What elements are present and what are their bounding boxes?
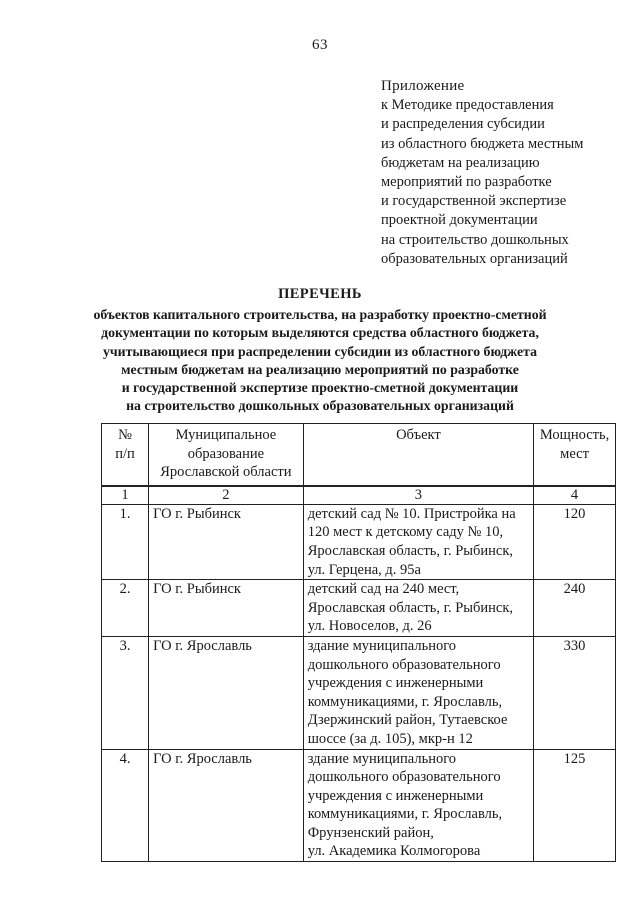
- document-title: ПЕРЕЧЕНЬ: [278, 286, 362, 302]
- row-object: [303, 580, 533, 637]
- appendix-line: бюджетам на реализацию: [381, 154, 540, 171]
- row-capacity: 240: [534, 580, 616, 637]
- header-capacity-line: мест: [560, 445, 589, 462]
- subtitle-line: учитывающиеся при распределении субсидии из областного бюджета: [103, 343, 537, 359]
- row-municipality: ГО г. Ярославль: [149, 749, 304, 862]
- row-municipality: ГО г. Рыбинск: [149, 504, 304, 579]
- header-municipality-line: Муниципальное: [175, 427, 277, 443]
- object-line: здание муниципального: [307, 637, 457, 654]
- object-line: 120 мест к детскому саду № 10,: [307, 524, 504, 541]
- appendix-line: из областного бюджета местным: [381, 135, 584, 152]
- subtitle-line: на строительство дошкольных образовательных организаций: [126, 398, 514, 414]
- object-line: детский сад № 10. Пристройка на: [307, 505, 516, 522]
- objects-table: [101, 423, 616, 862]
- object-line: детский сад на 240 мест,: [307, 581, 460, 598]
- table-row: [102, 636, 616, 749]
- table-row: [102, 580, 616, 637]
- subtitle-line: и государственной экспертизе проектно-сметной документации: [121, 380, 519, 396]
- appendix-title: Приложение: [381, 78, 465, 94]
- appendix-line: на строительство дошкольных: [381, 231, 569, 248]
- appendix-line: мероприятий по разработке: [381, 174, 552, 191]
- subtitle-line: документации по которым выделяются средства областного бюджета,: [101, 325, 539, 341]
- header-object: [303, 424, 533, 486]
- header-municipality-line: образование: [187, 445, 265, 462]
- row-number: 1.: [102, 504, 149, 579]
- row-object: [303, 636, 533, 749]
- row-number: 4.: [102, 749, 149, 862]
- appendix-line: и распределения субсидии: [381, 116, 545, 133]
- document-subtitle: [80, 306, 560, 416]
- table-row: [102, 504, 616, 579]
- header-municipality: [149, 424, 304, 486]
- table-row: [102, 749, 616, 862]
- column-index: 4: [534, 486, 616, 505]
- row-municipality: ГО г. Ярославль: [149, 636, 304, 749]
- row-number: 3.: [102, 636, 149, 749]
- row-municipality: ГО г. Рыбинск: [149, 580, 304, 637]
- object-line: ул. Академика Колмогорова: [307, 843, 481, 860]
- object-line: Дзержинский район, Тутаевское: [307, 712, 508, 729]
- object-line: коммуникациями, г. Ярославль,: [307, 806, 503, 823]
- object-line: Фрунзенский район,: [307, 824, 434, 841]
- row-capacity: 125: [534, 749, 616, 862]
- column-index: 2: [149, 486, 304, 505]
- header-num-line: п/п: [115, 445, 135, 462]
- object-line: Ярославская область, г. Рыбинск,: [307, 542, 514, 559]
- header-capacity: [534, 424, 616, 486]
- row-capacity: 120: [534, 504, 616, 579]
- column-index: 3: [303, 486, 533, 505]
- row-object: [303, 749, 533, 862]
- header-municipality-line: Ярославской области: [160, 464, 292, 481]
- header-capacity-line: Мощность,: [539, 427, 610, 443]
- object-line: здание муниципального: [307, 750, 457, 767]
- object-line: учреждения с инженерными: [307, 675, 484, 692]
- object-line: Ярославская область, г. Рыбинск,: [307, 599, 514, 616]
- object-line: коммуникациями, г. Ярославль,: [307, 693, 503, 710]
- row-capacity: 330: [534, 636, 616, 749]
- object-line: учреждения с инженерными: [307, 787, 484, 804]
- subtitle-line: объектов капитального строительства, на разработку проектно-сметной: [93, 307, 547, 322]
- appendix-line: и государственной экспертизе: [381, 193, 567, 210]
- appendix-line: к Методике предоставления: [381, 97, 554, 114]
- column-index-row: [102, 486, 616, 505]
- header-object-line: Объект: [396, 427, 441, 443]
- appendix-line: проектной документации: [381, 212, 538, 229]
- row-object: [303, 504, 533, 579]
- subtitle-line: местным бюджетам на реализацию мероприятий по разработке: [121, 361, 519, 377]
- appendix-block: [381, 77, 636, 269]
- header-num-line: №: [118, 427, 132, 443]
- column-index: 1: [102, 486, 149, 505]
- object-line: ул. Новоселов, д. 26: [307, 618, 432, 635]
- row-number: 2.: [102, 580, 149, 637]
- object-line: шоссе (за д. 105), мкр-н 12: [307, 730, 473, 747]
- object-line: дошкольного образовательного: [307, 656, 501, 673]
- appendix-line: образовательных организаций: [381, 250, 568, 267]
- object-line: дошкольного образовательного: [307, 769, 501, 786]
- header-num: [102, 424, 149, 486]
- table-header-row: [102, 424, 616, 486]
- page-number: 63: [312, 37, 328, 53]
- object-line: ул. Герцена, д. 95а: [307, 561, 421, 578]
